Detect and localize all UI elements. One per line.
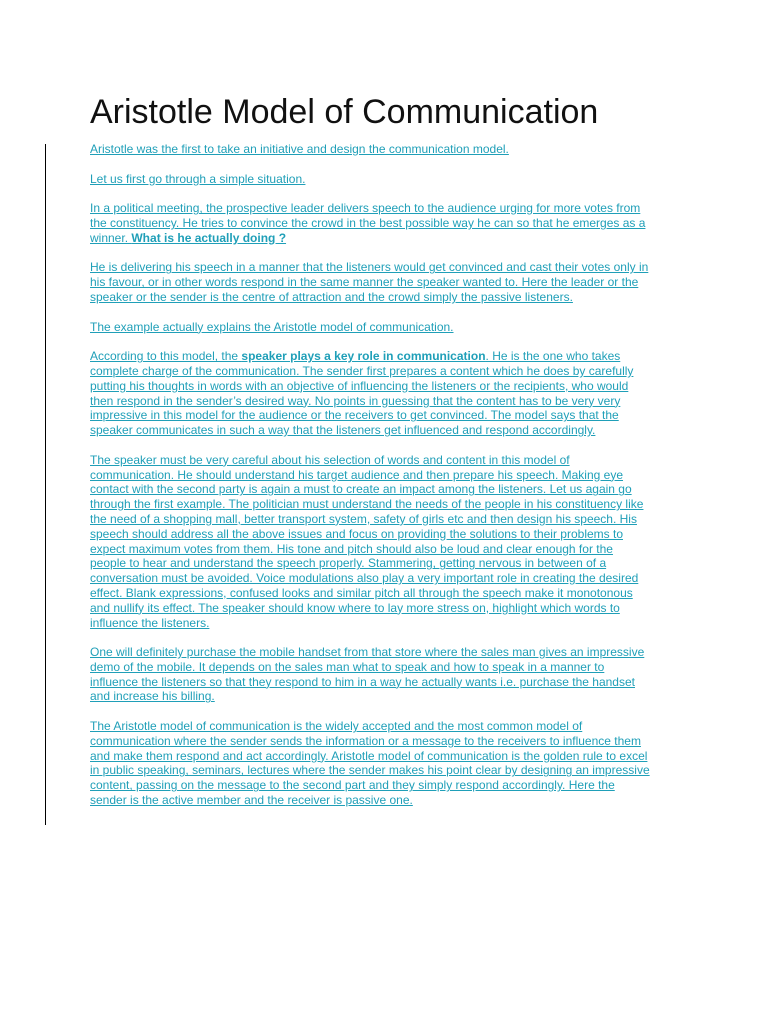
paragraph-line: people to hear and understand the speech properly. Stammering, getting nervous in between of a: [90, 556, 607, 571]
paragraph-line: [90, 231, 682, 246]
paragraph-line: speaker or the sender is the centre of attraction and the crowd simply the passive listeners.: [90, 289, 573, 304]
inline-text: . He is the one who takes: [485, 349, 621, 364]
paragraph-delivering-speech[interactable]: [90, 260, 682, 304]
paragraph-line: speech should address all the above issues and focus on providing the solutions to their problems to: [90, 526, 623, 541]
paragraph-line: the need of a shopping mall, better transport system, safety of girls etc and then design his speech. His: [90, 511, 637, 526]
paragraph-mobile-handset[interactable]: [90, 645, 682, 704]
paragraph-line: then respond in the sender’s desired way. No points in guessing that the content has to be very very: [90, 393, 621, 408]
paragraph-conclusion[interactable]: [90, 719, 682, 808]
revision-change-bar: [45, 144, 46, 825]
paragraph-model[interactable]: [90, 349, 682, 438]
paragraph-line: content, passing on the message to the second part and they simply respond accordingly. Here the: [90, 778, 615, 793]
paragraph-line: through the first example. The politician must understand the needs of the people in his constituency like: [90, 497, 644, 512]
paragraph-line: influence the listeners.: [90, 615, 210, 630]
paragraph-situation[interactable]: [90, 172, 682, 187]
paragraph-line: communication. He should understand his target audience and then prepare his speech. Making eye: [90, 467, 623, 482]
paragraph-line: impressive in this model for the audience or the receivers to get convinced. The model says that the: [90, 408, 619, 423]
paragraph-line: and increase his billing.: [90, 689, 215, 704]
paragraph-line: He is delivering his speech in a manner that the listeners would get convinced and cast their votes only in: [90, 260, 649, 275]
paragraph-line: communication where the sender sends the information or a message to the receivers to influence them: [90, 733, 641, 748]
paragraph-line: One will definitely purchase the mobile handset from that store where the sales man gives an impressive: [90, 645, 645, 660]
paragraph-line: The example actually explains the Aristotle model of communication.: [90, 319, 454, 334]
paragraph-line: contact with the second party is again a must to create an impact among the listeners. Let us again go: [90, 482, 632, 497]
paragraph-line: Aristotle was the first to take an initiative and design the communication model.: [90, 142, 509, 156]
paragraph-line: his favour, or in other words respond in the same manner the speaker wanted to. Here the leader or the: [90, 275, 639, 290]
bold-question: What is he actually doing ?: [131, 230, 287, 245]
paragraph-line: [90, 349, 682, 364]
paragraph-line: effect. Blank expressions, confused looks and similar pitch all through the speech make it monotonous: [90, 585, 633, 600]
paragraph-example[interactable]: [90, 320, 682, 335]
paragraph-line: In a political meeting, the prospective leader delivers speech to the audience urging for more votes from: [90, 201, 641, 216]
paragraph-line: sender is the active member and the receiver is passive one.: [90, 793, 413, 808]
paragraph-political-meeting[interactable]: [90, 201, 682, 245]
paragraph-line: expect maximum votes from them. His tone and pitch should also be loud and clear enough for the: [90, 541, 613, 556]
paragraph-line: influence the listeners so that they respond to him in a way he actually wants i.e. purchase the handset: [90, 674, 635, 689]
bold-key-role: speaker plays a key role in communication: [241, 349, 486, 364]
paragraph-line: in public speaking, seminars, lectures where the sender makes his point clear by designing an impressive: [90, 763, 650, 778]
paragraph-speaker-careful[interactable]: [90, 453, 682, 631]
paragraph-line: The Aristotle model of communication is the widely accepted and the most common model of: [90, 719, 583, 734]
paragraph-line: The speaker must be very careful about his selection of words and content in this model of: [90, 452, 570, 467]
paragraph-line: Let us first go through a simple situation.: [90, 171, 306, 186]
inline-text: winner.: [90, 230, 132, 245]
document-body: [90, 142, 682, 823]
paragraph-line: and make them respond and act accordingly. Aristotle model of communication is the golden rule to excel: [90, 748, 648, 763]
paragraph-intro[interactable]: [90, 142, 682, 157]
paragraph-line: the constituency. He tries to convince the crowd in the best possible way he can so that he emerges as a: [90, 215, 646, 230]
paragraph-line: and nullify its effect. The speaker should know where to lay more stress on, highlight which words to: [90, 600, 620, 615]
page-title: Aristotle Model of Communication: [90, 93, 599, 131]
paragraph-line: conversation must be avoided. Voice modulations also play a very important role in creating the desired: [90, 571, 639, 586]
paragraph-line: demo of the mobile. It depends on the sales man what to speak and how to speak in a manner to: [90, 659, 605, 674]
paragraph-line: speaker communicates in such a way that the listeners get influenced and respond accordingly.: [90, 423, 596, 438]
inline-text: According to this model, the: [90, 349, 242, 364]
paragraph-line: putting his thoughts in words with an objective of influencing the listeners or the recipients, who would: [90, 378, 629, 393]
paragraph-line: complete charge of the communication. The sender first prepares a content which he does by carefully: [90, 363, 634, 378]
